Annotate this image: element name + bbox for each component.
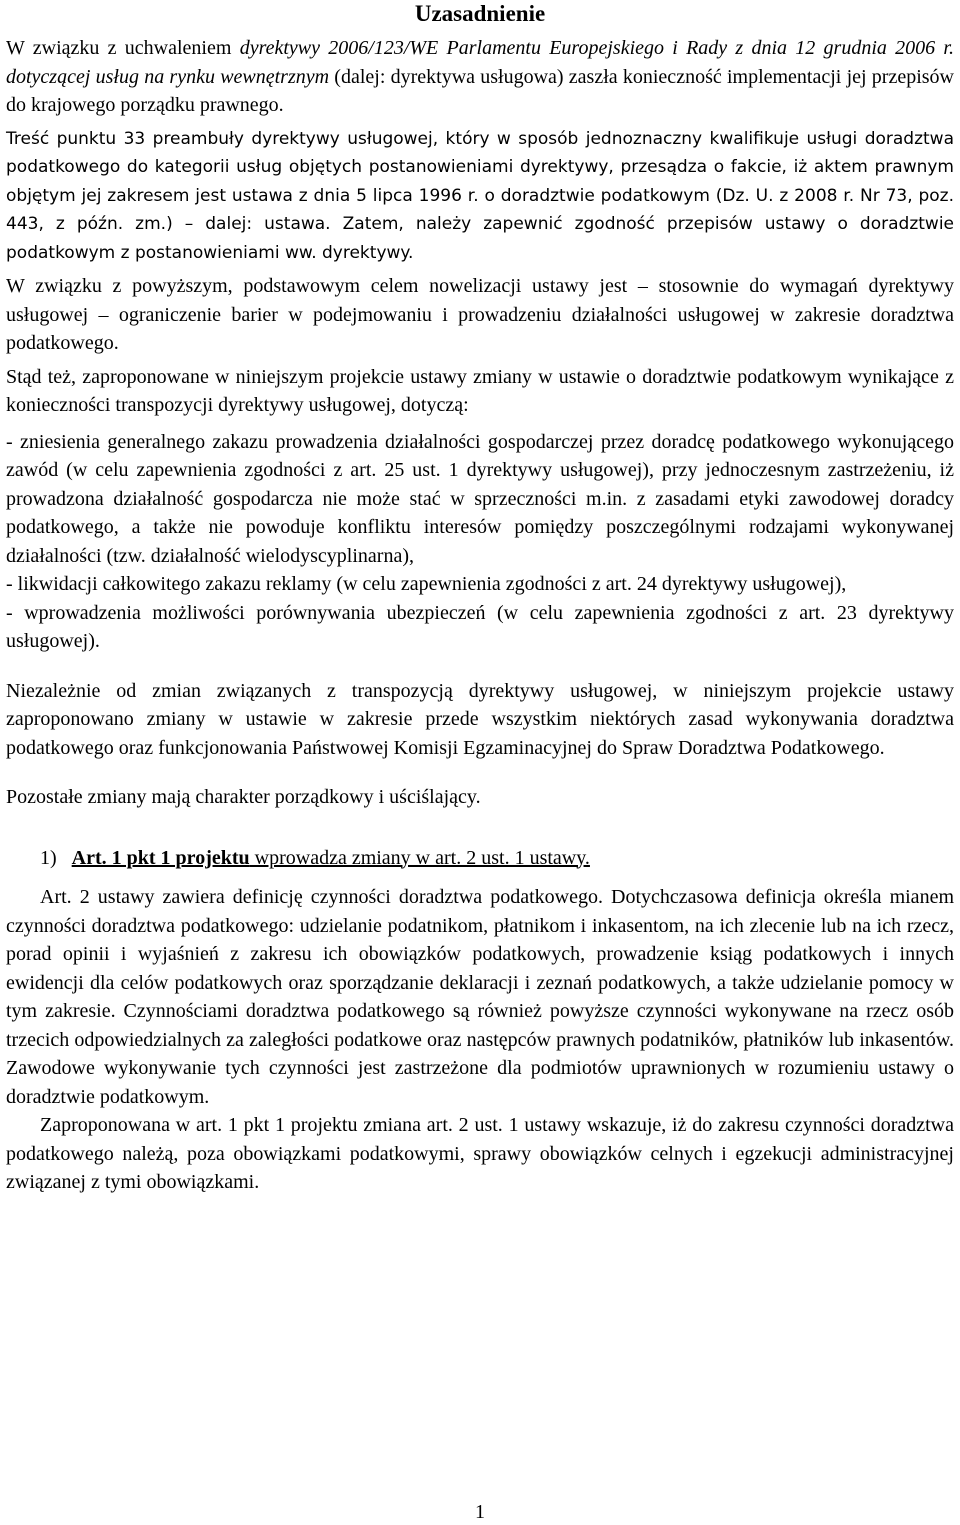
page-number: 1: [475, 1501, 485, 1523]
list-item-business-ban: - zniesienia generalnego zakazu prowadzenia działalności gospodarczej przez doradcę podatkowego wykonującego zawód (w celu zapewnienia zgodności z art. 25 ust. 1 dyrektywy usługowej), przy jednoczesnym zastrzeżeniu, iż prowadzona działalność gospodarcza nie może stać w sprzeczności m.in. z zasadami etyki zawodowej doradcy podatkowego, a także nie powoduje konfliktu interesów pomiędzy poszczególnymi rodzajami wykonywanej działalności (tzw. działalność wielodyscyplinarna),: [6, 430, 954, 567]
item-heading: [72, 847, 590, 869]
item-heading-rest: wprowadza zmiany w art. 2 ust. 1 ustawy.: [249, 846, 590, 869]
list-item-insurance-comparison: - wprowadzenia możliwości porównywania ubezpieczeń (w celu zapewnienia zgodności z art. 23 dyrektywy usługowej).: [6, 601, 954, 652]
paragraph-changes-intro: Stąd też, zaproponowane w niniejszym projekcie ustawy zmiany w ustawie o doradztwie podatkowym wynikające z konieczności transpozycji dyrektywy usługowej, dotyczą:: [6, 365, 954, 416]
numbered-item-1: [40, 844, 954, 873]
paragraph-art2-definition: Art. 2 ustawy zawiera definicję czynności doradztwa podatkowego. Dotychczasowa definicja określa mianem czynności doradztwa podatkowego: udzielanie podatnikom, płatnikom i inkasentom, na ich zlecenie lub na ich rzecz, porad opinii i wyjaśnień z zakresu ich obowiązków podatkowych, prowadzenie ksiąg podatkowych i innych ewidencji dla celów podatkowych oraz sporządzanie deklaracji i zeznań podatkowych, a także udzielanie pomocy w tym zakresie. Czynnościami doradztwa podatkowego są również powyższe czynności wykonywane na rzecz osób trzecich odpowiedzialnych za zaległości podatkowe oraz następców prawnych podatników, płatników lub inkasentów. Zawodowe wykonywanie tych czynności jest zastrzeżone dla podmiotów uprawnionych w rozumieniu ustawy o doradztwie podatkowym.: [6, 886, 954, 1108]
item-heading-bold: Art. 1 pkt 1 projektu: [71, 846, 250, 869]
paragraph-art2-amendment: Zaproponowana w art. 1 pkt 1 projektu zmiana art. 2 ust. 1 ustawy wskazuje, iż do zakresu czynności doradztwa podatkowego należą, poza obowiązkami podatkowymi, sprawy obowiązków celnych i egzekucji administracyjnej związanej z tymi obowiązkami.: [6, 1114, 954, 1193]
item-number: 1): [40, 846, 57, 869]
paragraph-ordering-changes: Pozostałe zmiany mają charakter porządkowy i uściślający.: [6, 786, 481, 808]
paragraph-other-changes: Niezależnie od zmian związanych z transpozycją dyrektywy usługowej, w niniejszym projekcie ustawy zaproponowano zmiany w ustawie w zakresie przede wszystkim niektórych zasad wykonywania doradztwa podatkowego oraz funkcjonowania Państwowej Komisji Egzaminacyjnej do Spraw Doradztwa Podatkowego.: [6, 679, 954, 759]
document-title: Uzasadnienie: [414, 1, 546, 26]
intro-text-end: (dalej: dyrektywa usługowa) zaszła konieczność implementacji jej przepisów do krajowego porządku prawnego.: [6, 65, 954, 116]
list-item-advertising-ban: - likwidacji całkowitego zakazu reklamy (w celu zapewnienia zgodności z art. 24 dyrektywy usługowej),: [6, 573, 847, 595]
intro-text-start: W związku z uchwaleniem: [6, 37, 240, 59]
paragraph-intro: [6, 34, 954, 120]
intro-directive-title: dyrektywy 2006/123/WE Parlamentu Europejskiego i Rady z dnia 12 grudnia 2006 r. dotyczącej usług na rynku wewnętrznym: [6, 37, 954, 88]
paragraph-preamble: Treść punktu 33 preambuły dyrektywy usługowej, który w sposób jednoznaczny kwalifikuje usługi doradztwa podatkowego do kategorii usług objętych postanowieniami dyrektywy, przesądza o fakcie, iż aktem prawnym objętym jej zakresem jest ustawa z dnia 5 lipca 1996 r. o doradztwie podatkowym (Dz. U. z 2008 r. Nr 73, poz. 443, z późn. zm.) – dalej: ustawa. Zatem, należy zapewnić zgodność przepisów ustawy o doradztwie podatkowym z postanowieniami ww. dyrektywy.: [6, 128, 954, 263]
paragraph-purpose: W związku z powyższym, podstawowym celem nowelizacji ustawy jest – stosownie do wymagań dyrektywy usługowej – ograniczenie barier w podejmowaniu i prowadzeniu działalności usługowej w zakresie doradztwa podatkowego.: [6, 275, 954, 354]
